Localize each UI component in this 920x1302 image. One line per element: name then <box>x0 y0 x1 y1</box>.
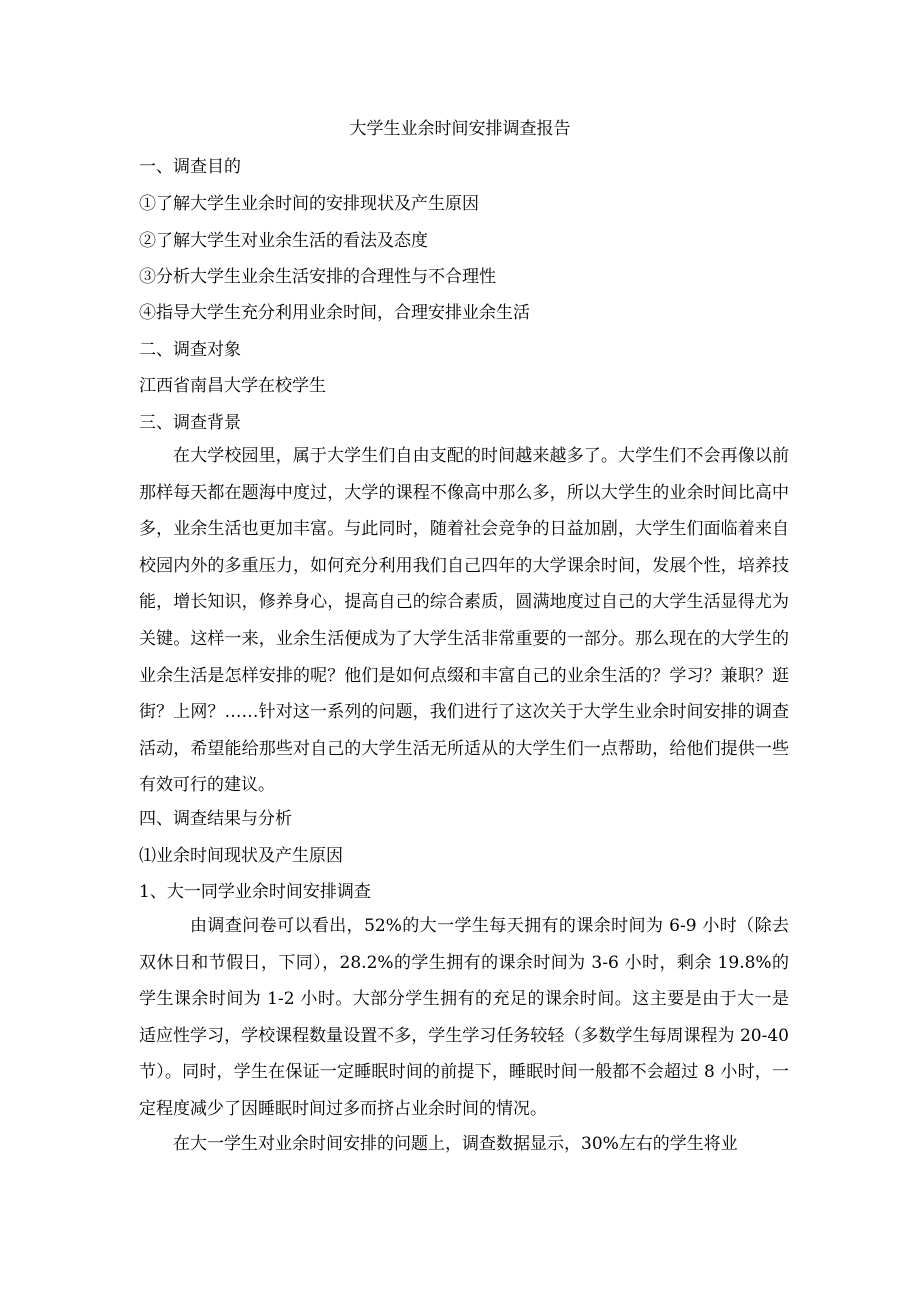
background-paragraph: 在大学校园里，属于大学生们自由支配的时间越来越多了。大学生们不会再像以前那样每天都在题海中度过，大学的课程不像高中那么多，所以大学生的业余时间比高中多，业余生活也更加丰富。与此同时，随着社会竞争的日益加剧，大学生们面临着来自校园内外的多重压力，如何充分利用我们自己四年的大学课余时间，发展个性，培养技能，增长知识，修养身心，提高自己的综合素质，圆满地度过自己的大学生活显得尤为关键。这样一来，业余生活便成为了大学生活非常重要的一部分。那么现在的大学生的业余生活是怎样安排的呢？他们是如何点缀和丰富自己的业余生活的？学习？兼职？逛街？上网？……针对这一系列的问题，我们进行了这次关于大学生业余时间安排的调查活动，希望能给那些对自己的大学生活无所适从的大学生们一点帮助，给他们提供一些有效可行的建议。 <box>139 446 789 796</box>
heading-survey-purpose: 一、调查目的 <box>139 157 241 177</box>
survey-subject-text: 江西省南昌大学在校学生 <box>139 376 326 396</box>
purpose-item-2: ②了解大学生对业余生活的看法及态度 <box>139 231 428 251</box>
document-title: 大学生业余时间安排调查报告 <box>349 119 571 139</box>
purpose-item-3: ③分析大学生业余生活安排的合理性与不合理性 <box>139 267 496 287</box>
subheading-freshman-survey: 1、大一同学业余时间安排调查 <box>139 882 371 902</box>
purpose-item-1: ①了解大学生业余时间的安排现状及产生原因 <box>139 194 479 214</box>
results-paragraph: 由调查问卷可以看出，52%的大一学生每天拥有的课余时间为 6-9 小时（除去双休日和节假日，下同），28.2%的学生拥有的课余时间为 3-6 小时，剩余 19.8%的学生课余时间为 1-2 小时。大部分学生拥有的充足的课余时间。这主要是由于大一是适应性学习，学校课程数量设置不多，学生学习任务较轻（多数学生每周课程为 20-40 节）。同时，学生在保证一定睡眠时间的前提下，睡眠时间一般都不会超过 8 小时，一定程度减少了因睡眠时间过多而挤占业余时间的情况。 <box>139 916 789 1119</box>
heading-survey-subject: 二、调查对象 <box>139 340 241 360</box>
purpose-item-4: ④指导大学生充分利用业余时间，合理安排业余生活 <box>139 303 530 323</box>
subheading-status-causes: ⑴业余时间现状及产生原因 <box>139 846 343 866</box>
last-paragraph: 在大一学生对业余时间安排的问题上，调查数据显示，30%左右的学生将业 <box>173 1134 738 1154</box>
heading-results-analysis: 四、调查结果与分析 <box>139 809 292 829</box>
heading-survey-background: 三、调查背景 <box>139 413 241 433</box>
